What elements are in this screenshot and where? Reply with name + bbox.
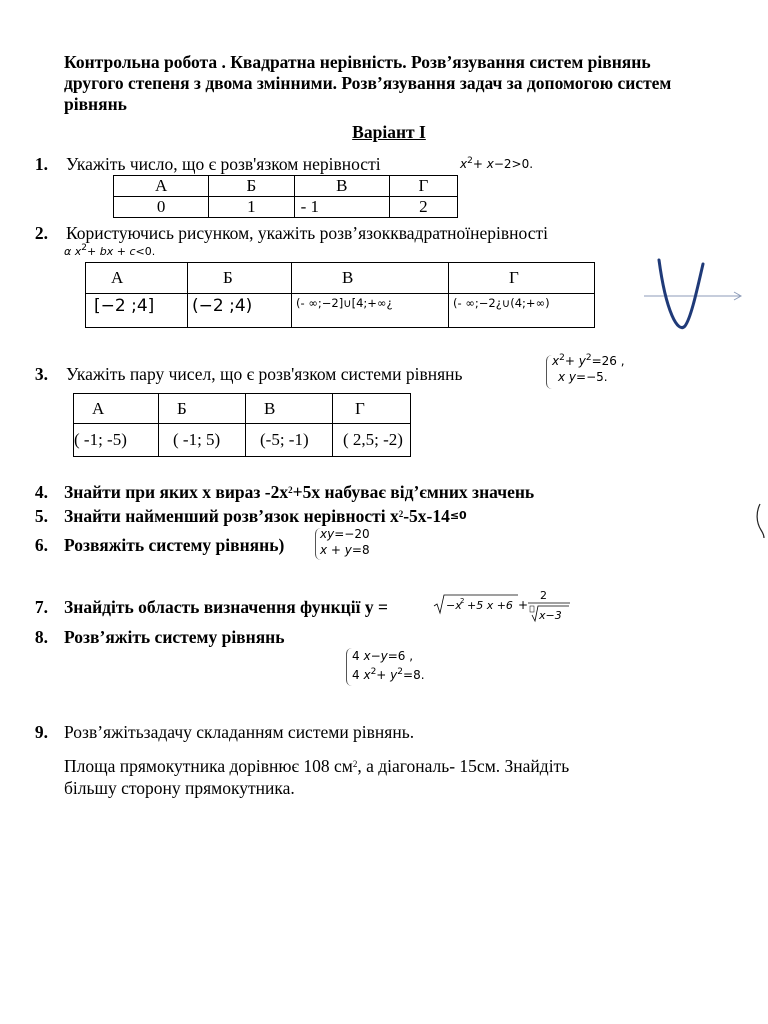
option-b: Б <box>188 263 292 294</box>
answer-d: 2 <box>389 197 457 218</box>
problem-line-1 <box>64 755 744 777</box>
problem-line-2: більшу сторону прямокутника. <box>64 778 295 798</box>
superscript: 2 <box>398 509 404 519</box>
svg-text:−x: −x <box>446 599 462 612</box>
answer-c: (-5; -1) <box>246 424 333 457</box>
system-equations-8: 4 x−y=6 , 4 $x^2+ y^2=8$. <box>352 649 425 682</box>
option-c: В <box>294 176 389 197</box>
answer-c: - 1 <box>294 197 389 218</box>
option-d: Г <box>449 263 595 294</box>
question-2 <box>22 223 662 245</box>
option-d: Г <box>389 176 457 197</box>
problem-part-1: Площа прямокутника дорівнює 108 см <box>64 756 353 776</box>
option-c: В <box>246 394 333 424</box>
page-title: Контрольна робота . Квадратна нерівність. Розв’язування систем рівнянь другого степеня з двома змінними. Розв’язування задач за допомогою систем рівнянь <box>64 52 672 114</box>
question-number: 8. <box>34 627 48 647</box>
question-text <box>64 506 467 527</box>
question-text-part-2: -5х-14 <box>403 506 450 526</box>
question-6 <box>22 535 342 557</box>
option-a: А <box>74 394 159 424</box>
svg-text:x−3: x−3 <box>539 609 562 622</box>
problem-text <box>64 755 744 799</box>
question-number: 9. <box>34 722 48 742</box>
question-number: 5. <box>34 506 48 526</box>
answer-d: ( 2,5; -2) <box>333 424 411 457</box>
table-row <box>74 424 411 457</box>
question-7 <box>22 597 442 619</box>
answer-a: [−2 ;4] <box>86 294 188 328</box>
question-text <box>64 482 534 503</box>
answer-table-2 <box>85 262 595 328</box>
answer-a: ( -1; -5) <box>74 424 159 457</box>
question-number: 4. <box>34 482 48 502</box>
question-number: 3. <box>34 364 48 384</box>
question-number: 6. <box>34 535 48 555</box>
answer-d: (- ∞;−2¿∪(4;+∞) <box>449 294 595 328</box>
table-row <box>114 197 458 218</box>
question-number: 1. <box>34 154 48 174</box>
inequality-formula: $x^2+ x-2>0$. <box>460 156 534 171</box>
pen-mark <box>752 500 768 540</box>
svg-text:2: 2 <box>540 589 547 602</box>
table-header-row <box>74 394 411 424</box>
answer-b: (−2 ;4) <box>188 294 292 328</box>
table-header-row <box>86 263 595 294</box>
question-text-part-1: Знайти при яких х вираз -2х <box>64 482 289 502</box>
option-b: Б <box>159 394 246 424</box>
answer-table-1 <box>113 175 458 218</box>
option-b: Б <box>209 176 294 197</box>
question-4 <box>22 482 642 504</box>
question-number: 2. <box>34 223 48 243</box>
svg-text:+: + <box>518 598 529 612</box>
option-a: А <box>114 176 209 197</box>
inequality-sign: ≤0 <box>449 509 467 522</box>
question-8 <box>22 627 442 649</box>
question-text: Розвяжіть систему рівнянь) <box>64 535 285 555</box>
domain-function-formula <box>432 585 572 625</box>
table-row <box>86 294 595 328</box>
option-d: Г <box>333 394 411 424</box>
question-text: Укажіть пару чисел, що є розв'язком системи рівнянь <box>66 364 463 384</box>
option-c: В <box>292 263 449 294</box>
question-text-part-2: +5х набуває від’ємних значень <box>292 482 535 502</box>
question-3 <box>22 364 542 386</box>
superscript: 2 <box>352 759 358 769</box>
question-number: 7. <box>34 597 48 617</box>
question-9 <box>22 722 542 744</box>
question-text-part-1: Знайти найменший розв’язок нерівності х <box>64 506 399 526</box>
svg-text:2: 2 <box>460 597 465 605</box>
answer-c: (- ∞;−2]∪[4;+∞¿ <box>292 294 449 328</box>
question-5 <box>22 506 642 528</box>
question-text: Розв’яжітьзадачу складанням системи рівнянь. <box>64 722 415 742</box>
quadratic-inequality-formula: α $x^2+$ bx + c<0. <box>64 243 156 258</box>
system-equations-3: $x^2+ y^2=26$ , x y=−5. <box>552 353 625 384</box>
superscript: 2 <box>288 485 293 495</box>
svg-text:+5 x +6: +5 x +6 <box>467 599 513 612</box>
question-text: Укажіть число, що є розв'язком нерівності <box>66 154 381 174</box>
answer-b: 1 <box>209 197 294 218</box>
answer-b: ( -1; 5) <box>159 424 246 457</box>
variant-heading: Варіант І <box>352 122 426 142</box>
table-header-row <box>114 176 458 197</box>
problem-part-2: , а діагональ- 15см. Знайдіть <box>357 756 570 776</box>
option-a: А <box>86 263 188 294</box>
parabola-curve <box>659 260 703 328</box>
parabola-figure <box>640 252 750 336</box>
question-text: Розв’яжіть систему рівнянь <box>64 627 285 647</box>
system-equations-6: xy=−20 x + y=8 <box>320 527 370 557</box>
answer-a: 0 <box>114 197 209 218</box>
question-text: Користуючись рисунком, укажіть розв’язокквадратноїнерівності <box>66 223 548 243</box>
question-text: Знайдіть область визначення функції у = <box>64 597 388 617</box>
answer-table-3 <box>73 393 411 457</box>
